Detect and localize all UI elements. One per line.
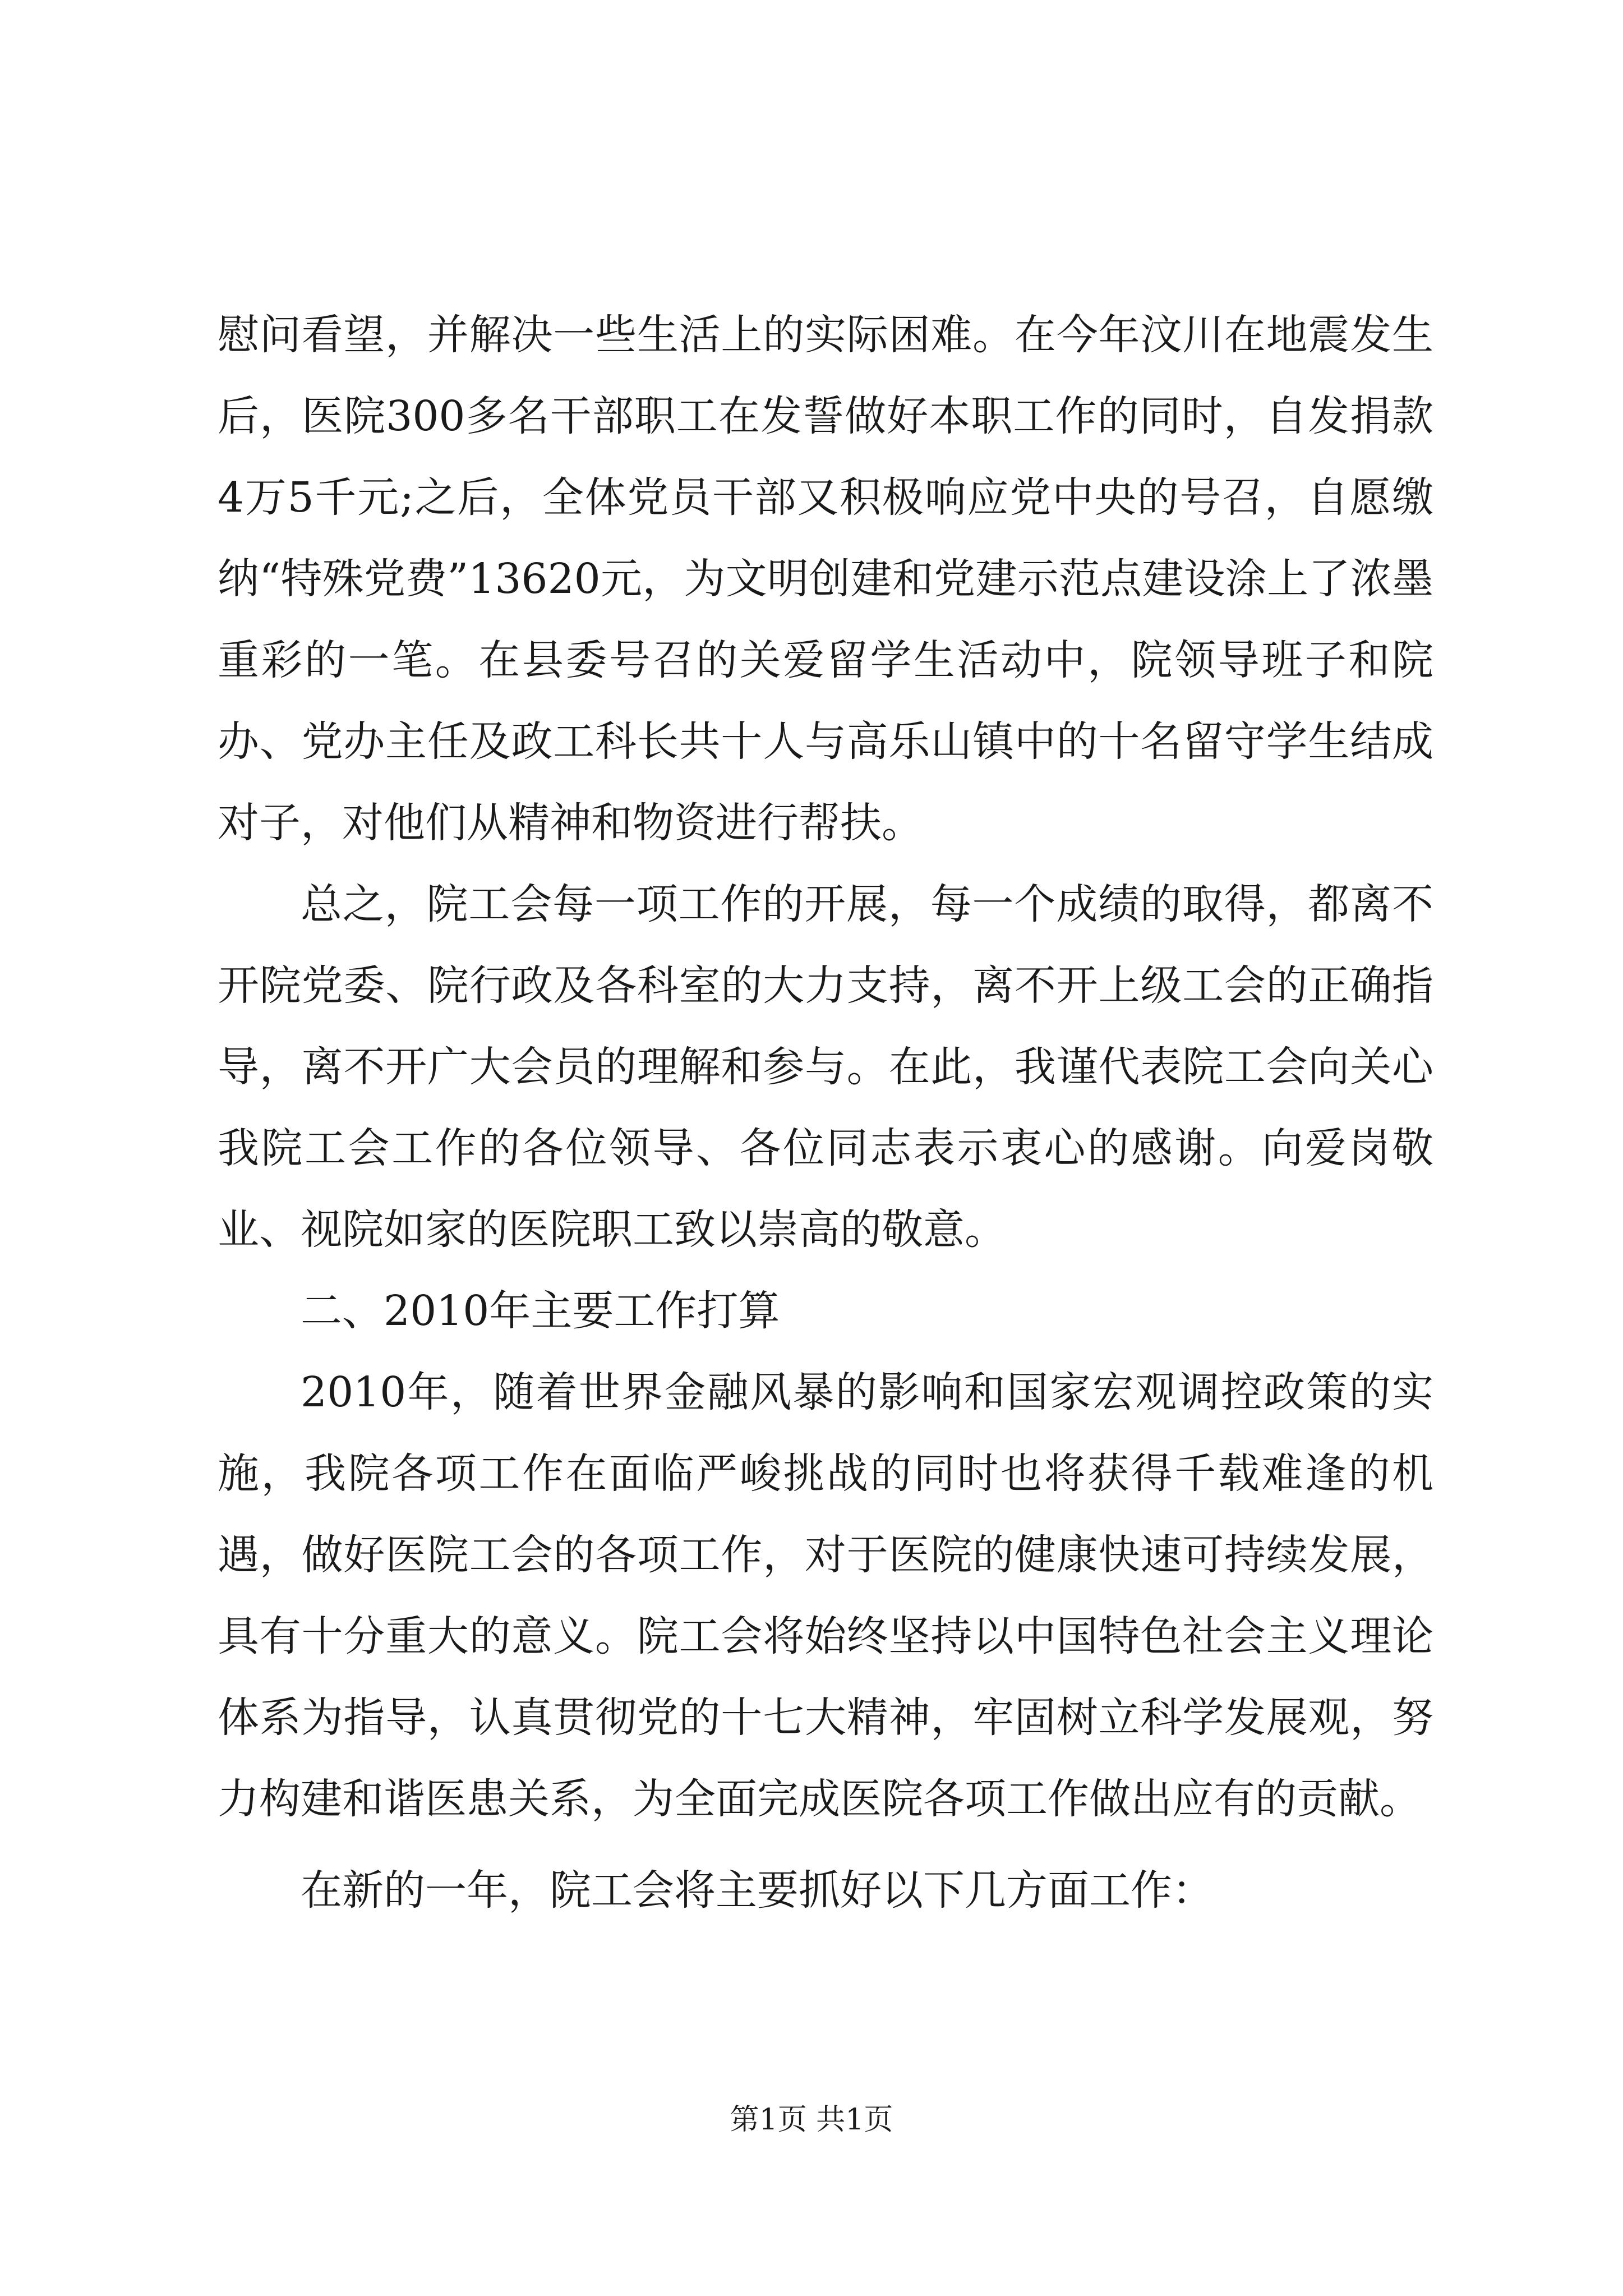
paragraph-plan: 2010年，随着世界金融风暴的影响和国家宏观调控政策的实施，我院各项工作在面临严峻挑战的同时也将获得千载难逢的机遇，做好医院工会的各项工作，对于医院的健康快速可持续发展，具有十分重大的意义。院工会将始终坚持以中国特色社会主义理论体系为指导，认真贯彻党的十七大精神，牢固树立科学发展观，努力构建和谐医患关系，为全面完成医院各项工作做出应有的贡献。	[218, 1368, 1433, 1823]
section-heading: 二、2010年主要工作打算	[301, 1287, 780, 1335]
page-footer: 第1页 共1页	[730, 2103, 893, 2137]
paragraph-intro: 在新的一年，院工会将主要抓好以下几方面工作：	[301, 1866, 1214, 1915]
paragraph-summary: 总之，院工会每一项工作的开展，每一个成绩的取得，都离不开院党委、院行政及各科室的大力支持，离不开上级工会的正确指导，离不开广大会员的理解和参与。在此，我谨代表院工会向关心我院工会工作的各位领导、各位同志表示衷心的感谢。向爱岗敬业、视院如家的医院职工致以崇高的敬意。	[218, 880, 1433, 1254]
document-body	[218, 295, 1433, 1931]
paragraph-continuation: 慰问看望，并解决一些生活上的实际困难。在今年汶川在地震发生后，医院300多名干部职工在发誓做好本职工作的同时，自发捐款4万5千元;之后，全体党员干部又积极响应党中央的号召，自愿缴纳“特殊党费”13620元，为文明创建和党建示范点建设涂上了浓墨重彩的一笔。在县委号召的关爱留学生活动中，院领导班子和院办、党办主任及政工科长共十人与高乐山镇中的十名留守学生结成对子，对他们从精神和物资进行帮扶。	[218, 311, 1433, 847]
